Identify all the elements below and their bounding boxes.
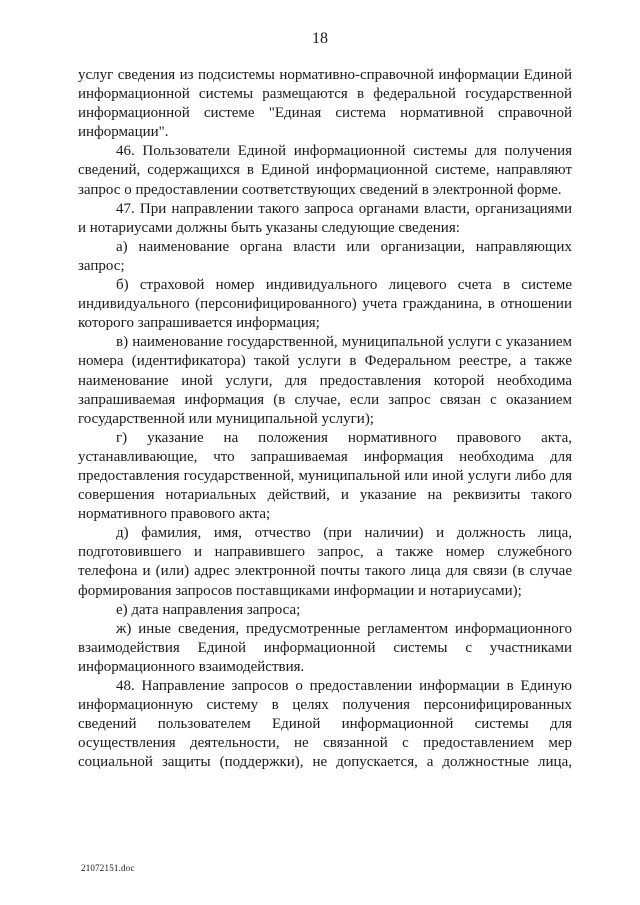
paragraph-continuation: услуг сведения из подсистемы нормативно-справочной информации Единой информационной системы размещаются в федеральной государственной информационной системе "Единая система нормативной справочной информации". <box>78 67 572 141</box>
page-number: 18 <box>312 30 328 47</box>
list-item-e: е) дата направления запроса; <box>116 601 301 618</box>
list-item-a: а) наименование органа власти или организации, направляющих запрос; <box>78 238 572 274</box>
footer-filename: 21072151.doc <box>81 863 135 873</box>
list-item-g: г) указание на положения нормативного правового акта, устанавливающие, что запрашиваемая информация необходима для предоставления государственной, муниципальной или иной услуги либо для совершения нотариальных действий, и указание на реквизиты такого нормативного правового акта; <box>78 429 572 523</box>
list-item-v: в) наименование государственной, муниципальной услуги с указанием номера (идентификатора) такой услуги в Федеральном реестре, а также наименование иной услуги, для предоставления которой необходима запрашиваемая информация (в случае, если запрос связан с оказанием государственной или муниципальной услуги); <box>78 334 572 427</box>
list-item-b: б) страховой номер индивидуального лицевого счета в системе индивидуального (персонифицированного) учета гражданина, в отношении которого запрашивается информация; <box>78 277 572 332</box>
list-item-d: д) фамилия, имя, отчество (при наличии) и должность лица, подготовившего и направившего запрос, а также номер служебного телефона и (или) адрес электронной почты такого лица для связи (в случае формирования запросов поставщиками информации и нотариусами); <box>78 525 572 599</box>
paragraph-48: 48. Направление запросов о предоставлении информации в Единую информационную систему в целях получения персонифицированных сведений пользователем Единой информационной системы для осуществления деятельности, не связанной с предоставлением мер социальной защиты (поддержки), не допускается, а должностные лица, <box>78 678 572 771</box>
paragraph-46: 46. Пользователи Единой информационной системы для получения сведений, содержащихся в Единой информационной системе, направляют запрос о предоставлении соответствующих сведений в электронной форме. <box>78 143 572 198</box>
document-body <box>78 66 572 772</box>
list-item-zh: ж) иные сведения, предусмотренные регламентом информационного взаимодействия Единой информационной системы с участниками информационного взаимодействия. <box>78 620 572 675</box>
paragraph-47: 47. При направлении такого запроса органами власти, организациями и нотариусами должны быть указаны следующие сведения: <box>78 200 572 236</box>
